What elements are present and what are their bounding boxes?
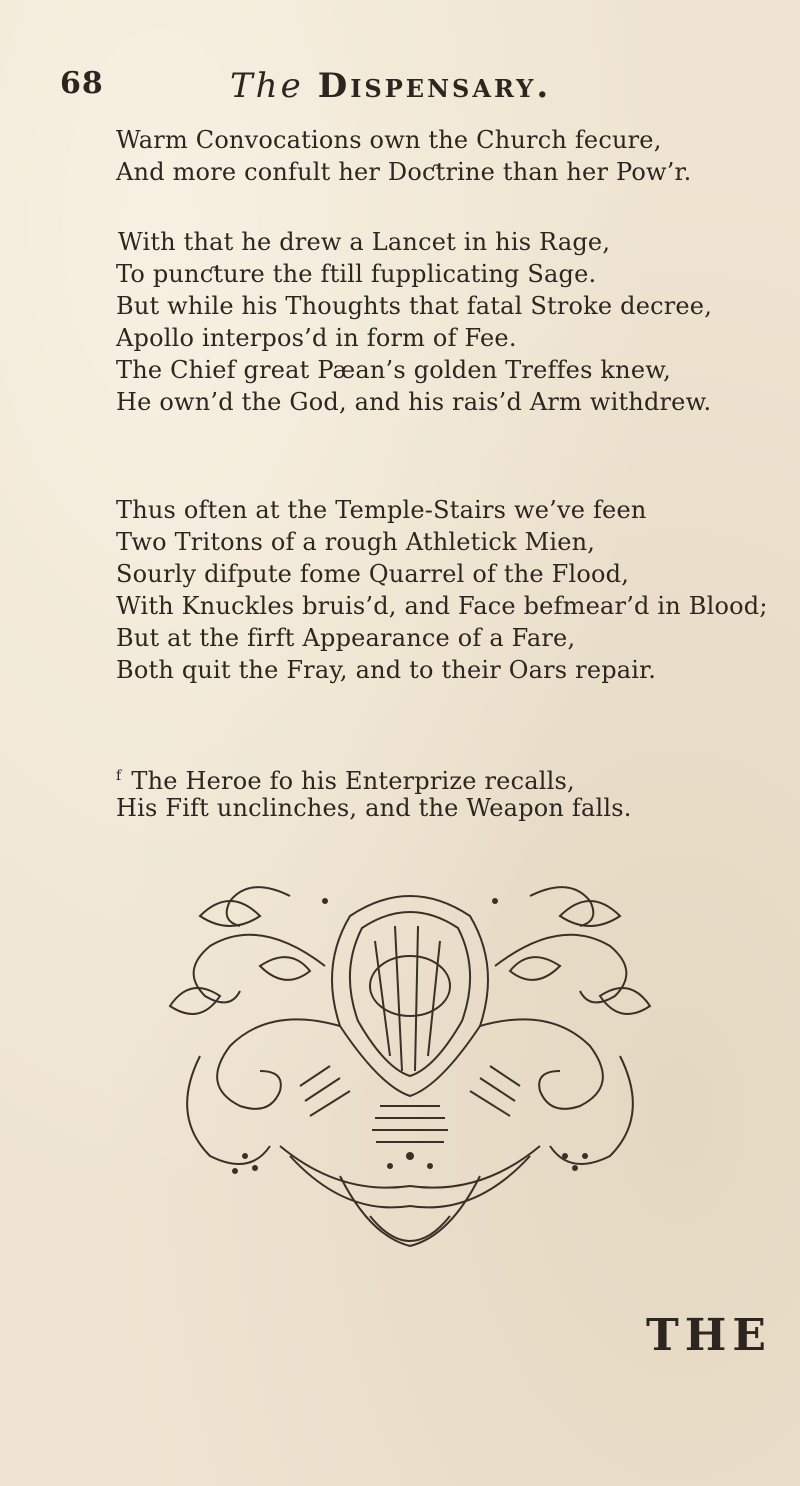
stanza-3 [116,494,776,686]
verse-line: His Fift unclinches, and the Weapon falls. [116,794,632,822]
verse-line: Warm Convocations own the Church fecure, [116,126,662,154]
running-title [230,66,551,106]
verse-line: But while his Thoughts that fatal Stroke decree, [116,292,713,320]
verse-line: With that he drew a Lancet in his Rage, [118,228,611,256]
running-title-prefix: The [230,66,304,106]
verse-line: Sourly difpute fome Quarrel of the Flood, [116,560,630,588]
page-number: 68 [60,66,104,101]
verse-line: But at the firft Appearance of a Fare, [116,624,576,652]
verse-line: Both quit the Fray, and to their Oars repair. [116,656,657,684]
verse-line: With Knuckles bruis’d, and Face befmear’d in Blood; [116,592,768,620]
running-title-main: Dispensary. [317,66,552,106]
catchword: THE [646,1310,772,1361]
verse-line: Two Tritons of a rough Athletick Mien, [116,528,596,556]
stanza-1 [116,124,776,188]
floral-tailpiece-ornament-icon [140,856,680,1276]
verse-line: He own’d the God, and his rais’d Arm withdrew. [116,388,712,416]
verse-line: To punƈture the ftill fupplicating Sage. [116,260,597,288]
stanza-2 [116,226,776,418]
verse-line [116,760,776,795]
stanza-4 [116,760,776,824]
footnote-mark: f [116,768,122,784]
verse-line: Apollo interpos’d in form of Fee. [116,324,517,352]
verse-line-text: The Heroe fo his Enterprize recalls, [131,767,575,795]
verse-line: Thus often at the Temple-Stairs we’ve feen [116,496,647,524]
verse-line: And more confult her Doƈtrine than her Pow’r. [116,158,692,186]
verse-line: The Chief great Pæan’s golden Treffes knew, [116,356,671,384]
page-header [60,66,740,106]
